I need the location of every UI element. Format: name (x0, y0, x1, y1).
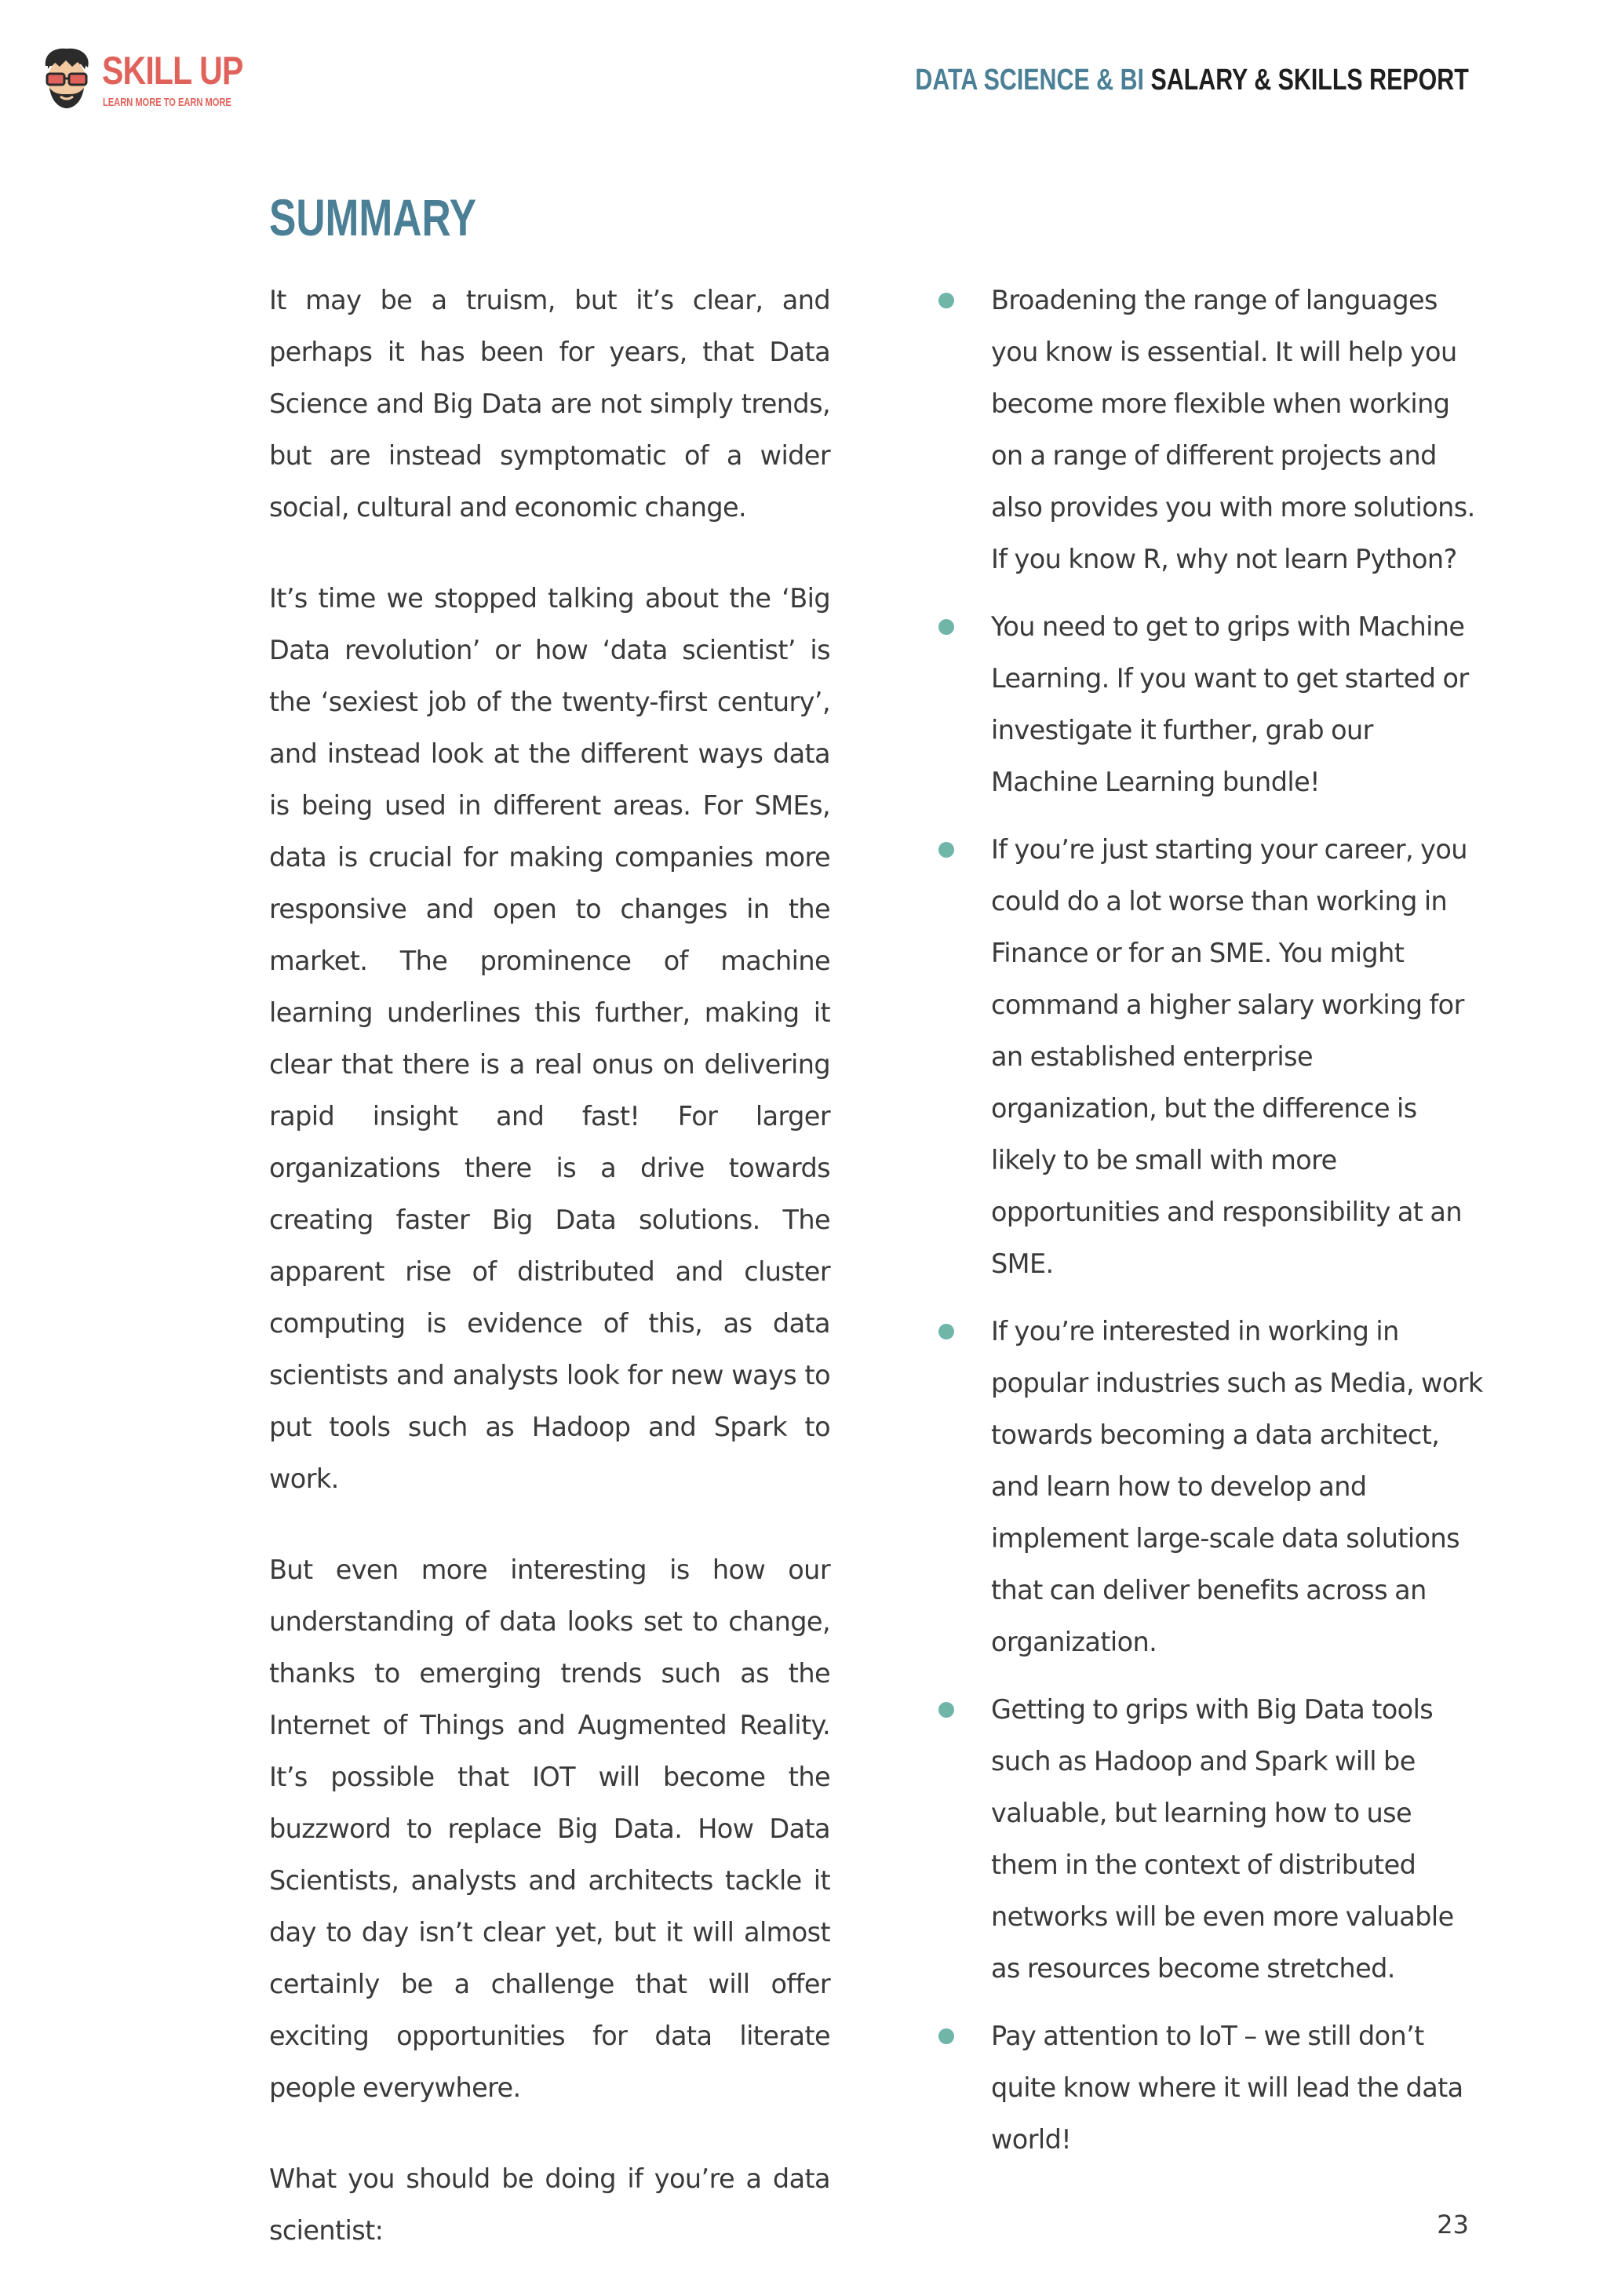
paragraph: But even more interesting is how our understanding of data looks set to change, thanks to emerging trends such as the Internet of Things and Augmented Reality. It’s possible that IOT will become the buzzword to replace Big Data. How Data Scientists, analysts and architects tackle it day to day isn’t clear yet, but it will almost certainly be a challenge that will offer exciting opportunities for data literate people everywhere. (269, 1554, 830, 2103)
bullet-dot-icon (938, 842, 954, 858)
bullet-list (934, 275, 1483, 2166)
section-title: SUMMARY (269, 188, 477, 246)
list-item-text: You need to get to grips with Machine Learning. If you want to get started or investigate it further, grab our Machine Learning bundle! (991, 611, 1469, 797)
list-item (934, 601, 1483, 808)
list-item (934, 1306, 1483, 1668)
right-column (934, 275, 1483, 2181)
list-item-text: If you’re interested in working in popular industries such as Media, work towards becoming a data architect, and learn how to develop and implement large-scale data solutions that can deliver benefits across an organization. (991, 1316, 1483, 1657)
mascot-glasses-icon (39, 46, 94, 111)
paragraph: It’s time we stopped talking about the ‘Big Data revolution’ or how ‘data scientist’ is the ‘sexiest job of the twenty-first century’, and instead look at the different ways data is being used in different areas. For SMEs, data is crucial for making companies more responsive and open to changes in the market. The prominence of machine learning underlines this further, making it clear that there is a real onus on delivering rapid insight and fast! For larger organizations there is a drive towards creating faster Big Data solutions. The apparent rise of distributed and cluster computing is evidence of this, as data scientists and analysts look for new ways to put tools such as Hadoop and Spark to work. (269, 583, 830, 1494)
bullet-dot-icon (938, 1702, 954, 1718)
logo (39, 46, 243, 116)
list-item-text: Getting to grips with Big Data tools such as Hadoop and Spark will be valuable, but learning how to use them in the context of distributed networks will be even more valuable as resources become stretched. (991, 1694, 1454, 1984)
list-item-text: Pay attention to IoT – we still don’t quite know where it will lead the data world! (991, 2021, 1463, 2155)
paragraph: It may be a truism, but it’s clear, and perhaps it has been for years, that Data Science and Big Data are not simply trends, but are instead symptomatic of a wider social, cultural and economic change. (269, 285, 830, 523)
left-column (269, 275, 830, 2296)
logo-title: SKILL UP (102, 49, 243, 93)
list-item (934, 275, 1483, 585)
paragraph: What you should be doing if you’re a data scientist: (269, 2163, 830, 2246)
page-number: 23 (1437, 2210, 1469, 2240)
bullet-dot-icon (938, 619, 954, 635)
list-item (934, 1684, 1483, 1995)
list-item (934, 2010, 1483, 2166)
report-title-main: SALARY & SKILLS REPORT (1150, 64, 1469, 97)
list-item-text: If you’re just starting your career, you could do a lot worse than working in Finance or for an SME. You might command a higher salary working for an established enterprise organization, but the difference is likely to be small with more opportunities and responsibility at an SME. (991, 834, 1467, 1279)
report-title-accent: DATA SCIENCE & BI (915, 64, 1145, 97)
report-title (916, 63, 1469, 97)
list-item-text: Broadening the range of languages you know is essential. It will help you become more flexible when working on a range of different projects and also provides you with more solutions. If you know R, why not learn Python? (991, 285, 1475, 574)
logo-tagline: LEARN MORE TO EARN MORE (103, 96, 231, 109)
list-item (934, 824, 1483, 1290)
bullet-dot-icon (938, 2028, 954, 2044)
bullet-dot-icon (938, 293, 954, 308)
bullet-dot-icon (938, 1324, 954, 1339)
